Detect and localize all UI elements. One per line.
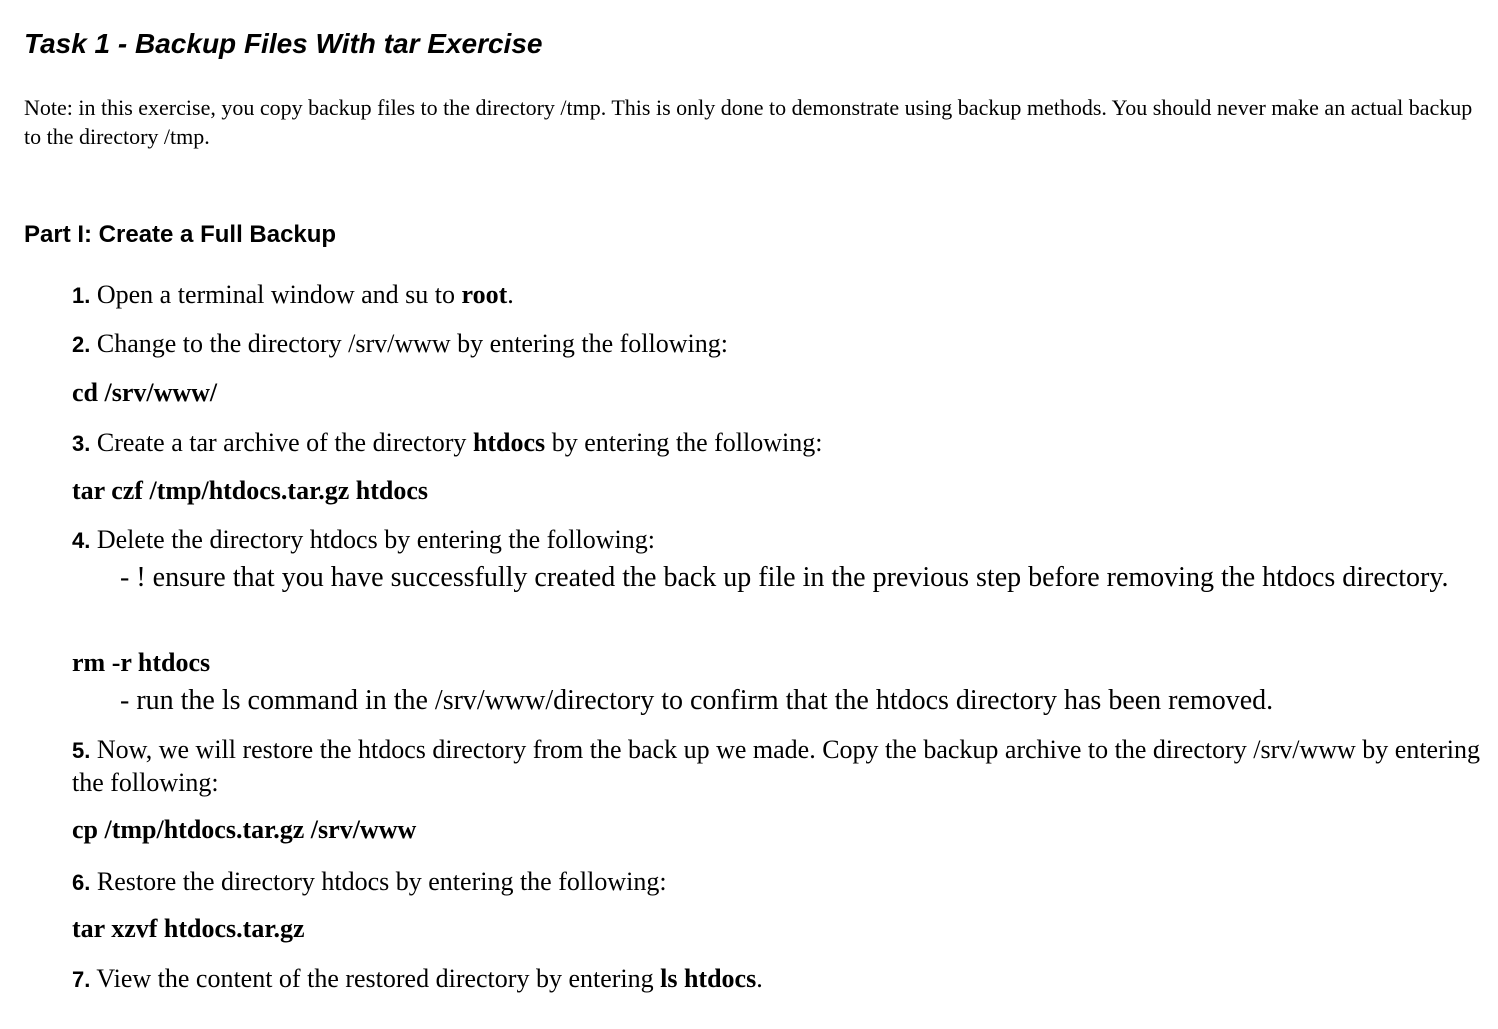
- step-text: .: [507, 280, 514, 309]
- step-number: 6.: [72, 870, 91, 895]
- step-2: [72, 328, 728, 361]
- command-tar-create: tar czf /tmp/htdocs.tar.gz htdocs: [72, 476, 429, 505]
- step-5: [72, 734, 1492, 799]
- step-number: 5.: [72, 738, 91, 763]
- step-number: 3.: [72, 431, 91, 456]
- step-text: by entering the following:: [545, 428, 823, 457]
- step-4-verify-note: - run the ls command in the /srv/www/directory to confirm that the htdocs directory has been removed.: [120, 685, 1274, 716]
- step-number: 7.: [72, 967, 91, 992]
- command-tar-extract: tar xzvf htdocs.tar.gz: [72, 914, 305, 943]
- step-7: [72, 963, 763, 996]
- task-title: Task 1 - Backup Files With tar Exercise: [24, 28, 543, 59]
- step-text: Change to the directory /srv/www by entering the following:: [90, 329, 728, 358]
- step-bold-text: ls htdocs: [660, 964, 757, 993]
- step-bold-text: root: [461, 280, 508, 309]
- step-text: Open a terminal window and su to: [90, 280, 462, 309]
- step-text: .: [756, 964, 763, 993]
- step-6: [72, 866, 667, 899]
- step-3: [72, 427, 822, 460]
- step-number: 4.: [72, 528, 91, 553]
- step-4-warning: - ! ensure that you have successfully created the back up file in the previous step before removing the htdocs directory.: [120, 562, 1449, 593]
- step-1: [72, 279, 514, 312]
- step-text: Delete the directory htdocs by entering the following:: [90, 525, 655, 554]
- part-heading: Part I: Create a Full Backup: [24, 221, 337, 248]
- step-number: 2.: [72, 332, 91, 357]
- step-text: View the content of the restored directory by entering: [90, 964, 661, 993]
- step-number: 1.: [72, 283, 91, 308]
- task-note: Note: in this exercise, you copy backup files to the directory /tmp. This is only done to demonstrate using backup methods. You should never make an actual backup to the directory /tmp.: [24, 95, 1473, 149]
- command-cp: cp /tmp/htdocs.tar.gz /srv/www: [72, 815, 417, 844]
- command-cd: cd /srv/www/: [72, 378, 218, 407]
- step-bold-text: htdocs: [472, 428, 546, 457]
- command-rm: rm -r htdocs: [72, 648, 211, 677]
- step-text: Restore the directory htdocs by entering the following:: [90, 867, 667, 896]
- step-text: Create a tar archive of the directory: [90, 428, 473, 457]
- step-4: [72, 524, 655, 557]
- step-text: Now, we will restore the htdocs directory from the back up we made. Copy the backup archive to the directory /srv/www by entering the following:: [72, 735, 1480, 797]
